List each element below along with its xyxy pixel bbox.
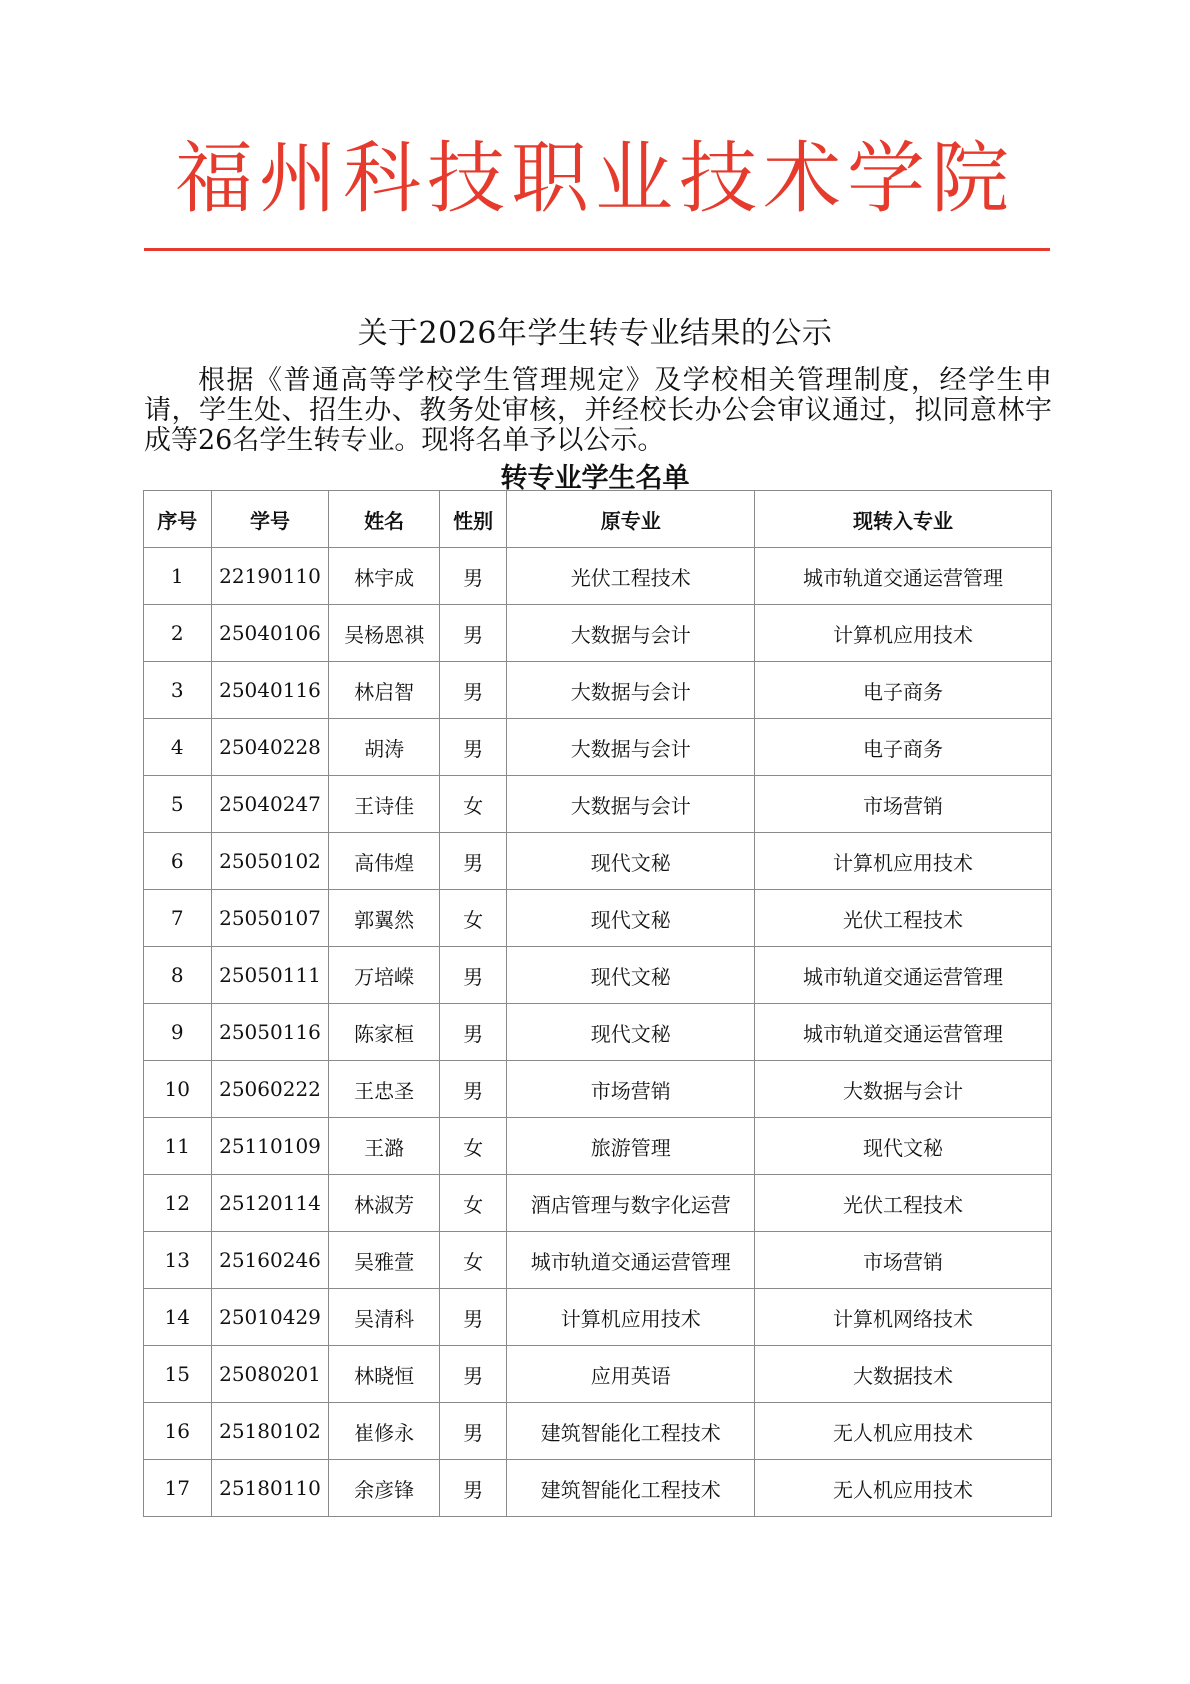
cell-index: 3 bbox=[144, 662, 212, 719]
cell-index: 5 bbox=[144, 776, 212, 833]
cell-new-major: 电子商务 bbox=[755, 719, 1052, 776]
table-row bbox=[144, 947, 1052, 1004]
cell-original-major: 酒店管理与数字化运营 bbox=[507, 1175, 755, 1232]
cell-gender: 男 bbox=[439, 662, 507, 719]
cell-gender: 男 bbox=[439, 1403, 507, 1460]
cell-student-id: 25040247 bbox=[211, 776, 329, 833]
cell-index: 4 bbox=[144, 719, 212, 776]
cell-student-id: 25080201 bbox=[211, 1346, 329, 1403]
col-header-new-major: 现转入专业 bbox=[755, 491, 1052, 548]
cell-original-major: 现代文秘 bbox=[507, 833, 755, 890]
cell-gender: 男 bbox=[439, 1061, 507, 1118]
cell-student-id: 25050107 bbox=[211, 890, 329, 947]
cell-gender: 男 bbox=[439, 1289, 507, 1346]
cell-student-id: 25060222 bbox=[211, 1061, 329, 1118]
cell-index: 15 bbox=[144, 1346, 212, 1403]
cell-student-id: 25040106 bbox=[211, 605, 329, 662]
cell-gender: 男 bbox=[439, 947, 507, 1004]
cell-original-major: 现代文秘 bbox=[507, 947, 755, 1004]
cell-name: 林宇成 bbox=[329, 548, 439, 605]
table-row bbox=[144, 890, 1052, 947]
cell-student-id: 25160246 bbox=[211, 1232, 329, 1289]
cell-new-major: 城市轨道交通运营管理 bbox=[755, 1004, 1052, 1061]
cell-name: 王诗佳 bbox=[329, 776, 439, 833]
cell-index: 14 bbox=[144, 1289, 212, 1346]
col-header-gender: 性别 bbox=[439, 491, 507, 548]
cell-original-major: 建筑智能化工程技术 bbox=[507, 1403, 755, 1460]
cell-student-id: 25050111 bbox=[211, 947, 329, 1004]
cell-gender: 女 bbox=[439, 1118, 507, 1175]
cell-original-major: 现代文秘 bbox=[507, 890, 755, 947]
cell-name: 王潞 bbox=[329, 1118, 439, 1175]
cell-original-major: 大数据与会计 bbox=[507, 776, 755, 833]
cell-original-major: 应用英语 bbox=[507, 1346, 755, 1403]
cell-name: 林晓恒 bbox=[329, 1346, 439, 1403]
table-row bbox=[144, 605, 1052, 662]
cell-new-major: 无人机应用技术 bbox=[755, 1460, 1052, 1517]
cell-name: 胡涛 bbox=[329, 719, 439, 776]
table-row bbox=[144, 1118, 1052, 1175]
cell-student-id: 25040228 bbox=[211, 719, 329, 776]
col-header-index: 序号 bbox=[144, 491, 212, 548]
cell-student-id: 25010429 bbox=[211, 1289, 329, 1346]
cell-gender: 女 bbox=[439, 1232, 507, 1289]
table-row bbox=[144, 719, 1052, 776]
table-row bbox=[144, 1004, 1052, 1061]
cell-index: 10 bbox=[144, 1061, 212, 1118]
cell-new-major: 市场营销 bbox=[755, 776, 1052, 833]
cell-original-major: 建筑智能化工程技术 bbox=[507, 1460, 755, 1517]
cell-student-id: 25180102 bbox=[211, 1403, 329, 1460]
col-header-student-id: 学号 bbox=[211, 491, 329, 548]
cell-name: 王忠圣 bbox=[329, 1061, 439, 1118]
cell-index: 9 bbox=[144, 1004, 212, 1061]
notice-paragraph: 根据《普通高等学校学生管理规定》及学校相关管理制度，经学生申请，学生处、招生办、教务处审核，并经校长办公会审议通过，拟同意林宇成等26名学生转专业。现将名单予以公示。 bbox=[144, 365, 1052, 456]
cell-gender: 男 bbox=[439, 1460, 507, 1517]
cell-new-major: 光伏工程技术 bbox=[755, 890, 1052, 947]
cell-new-major: 城市轨道交通运营管理 bbox=[755, 548, 1052, 605]
cell-student-id: 25050102 bbox=[211, 833, 329, 890]
table-row bbox=[144, 833, 1052, 890]
cell-original-major: 大数据与会计 bbox=[507, 719, 755, 776]
table-row bbox=[144, 1232, 1052, 1289]
table-row bbox=[144, 1403, 1052, 1460]
cell-new-major: 电子商务 bbox=[755, 662, 1052, 719]
cell-index: 13 bbox=[144, 1232, 212, 1289]
cell-index: 1 bbox=[144, 548, 212, 605]
cell-new-major: 市场营销 bbox=[755, 1232, 1052, 1289]
cell-original-major: 大数据与会计 bbox=[507, 605, 755, 662]
cell-index: 6 bbox=[144, 833, 212, 890]
cell-name: 郭翼然 bbox=[329, 890, 439, 947]
cell-gender: 男 bbox=[439, 548, 507, 605]
cell-original-major: 光伏工程技术 bbox=[507, 548, 755, 605]
cell-name: 崔修永 bbox=[329, 1403, 439, 1460]
table-row bbox=[144, 662, 1052, 719]
cell-index: 11 bbox=[144, 1118, 212, 1175]
cell-new-major: 光伏工程技术 bbox=[755, 1175, 1052, 1232]
cell-name: 吴雅萱 bbox=[329, 1232, 439, 1289]
cell-gender: 男 bbox=[439, 605, 507, 662]
cell-new-major: 城市轨道交通运营管理 bbox=[755, 947, 1052, 1004]
cell-name: 万培嵘 bbox=[329, 947, 439, 1004]
cell-gender: 女 bbox=[439, 890, 507, 947]
col-header-original-major: 原专业 bbox=[507, 491, 755, 548]
table-row bbox=[144, 1061, 1052, 1118]
table-row bbox=[144, 548, 1052, 605]
cell-name: 吴杨恩祺 bbox=[329, 605, 439, 662]
cell-original-major: 市场营销 bbox=[507, 1061, 755, 1118]
cell-gender: 女 bbox=[439, 776, 507, 833]
cell-new-major: 计算机应用技术 bbox=[755, 833, 1052, 890]
cell-original-major: 现代文秘 bbox=[507, 1004, 755, 1061]
notice-title: 关于2026年学生转专业结果的公示 bbox=[357, 316, 833, 351]
cell-name: 余彦锋 bbox=[329, 1460, 439, 1517]
cell-index: 2 bbox=[144, 605, 212, 662]
cell-index: 7 bbox=[144, 890, 212, 947]
cell-new-major: 无人机应用技术 bbox=[755, 1403, 1052, 1460]
table-row bbox=[144, 776, 1052, 833]
cell-new-major: 大数据技术 bbox=[755, 1346, 1052, 1403]
cell-student-id: 25180110 bbox=[211, 1460, 329, 1517]
cell-gender: 男 bbox=[439, 719, 507, 776]
cell-new-major: 现代文秘 bbox=[755, 1118, 1052, 1175]
table-header-row bbox=[144, 491, 1052, 548]
transfer-student-table bbox=[143, 490, 1052, 1517]
table-body bbox=[144, 548, 1052, 1517]
cell-student-id: 25040116 bbox=[211, 662, 329, 719]
table-row bbox=[144, 1175, 1052, 1232]
cell-original-major: 大数据与会计 bbox=[507, 662, 755, 719]
table-row bbox=[144, 1346, 1052, 1403]
cell-gender: 女 bbox=[439, 1175, 507, 1232]
cell-student-id: 25110109 bbox=[211, 1118, 329, 1175]
cell-gender: 男 bbox=[439, 833, 507, 890]
cell-new-major: 大数据与会计 bbox=[755, 1061, 1052, 1118]
cell-student-id: 22190110 bbox=[211, 548, 329, 605]
cell-name: 林启智 bbox=[329, 662, 439, 719]
col-header-name: 姓名 bbox=[329, 491, 439, 548]
cell-new-major: 计算机应用技术 bbox=[755, 605, 1052, 662]
cell-index: 8 bbox=[144, 947, 212, 1004]
header-divider bbox=[144, 248, 1050, 251]
cell-student-id: 25050116 bbox=[211, 1004, 329, 1061]
cell-name: 林淑芳 bbox=[329, 1175, 439, 1232]
cell-gender: 男 bbox=[439, 1004, 507, 1061]
cell-index: 12 bbox=[144, 1175, 212, 1232]
cell-student-id: 25120114 bbox=[211, 1175, 329, 1232]
table-row bbox=[144, 1289, 1052, 1346]
school-name-header: 福州科技职业技术学院 bbox=[174, 134, 1015, 224]
cell-gender: 男 bbox=[439, 1346, 507, 1403]
cell-index: 17 bbox=[144, 1460, 212, 1517]
cell-original-major: 城市轨道交通运营管理 bbox=[507, 1232, 755, 1289]
cell-name: 陈家桓 bbox=[329, 1004, 439, 1061]
cell-original-major: 旅游管理 bbox=[507, 1118, 755, 1175]
cell-name: 吴清科 bbox=[329, 1289, 439, 1346]
cell-name: 高伟煌 bbox=[329, 833, 439, 890]
table-row bbox=[144, 1460, 1052, 1517]
list-title: 转专业学生名单 bbox=[500, 463, 690, 494]
cell-new-major: 计算机网络技术 bbox=[755, 1289, 1052, 1346]
cell-original-major: 计算机应用技术 bbox=[507, 1289, 755, 1346]
cell-index: 16 bbox=[144, 1403, 212, 1460]
